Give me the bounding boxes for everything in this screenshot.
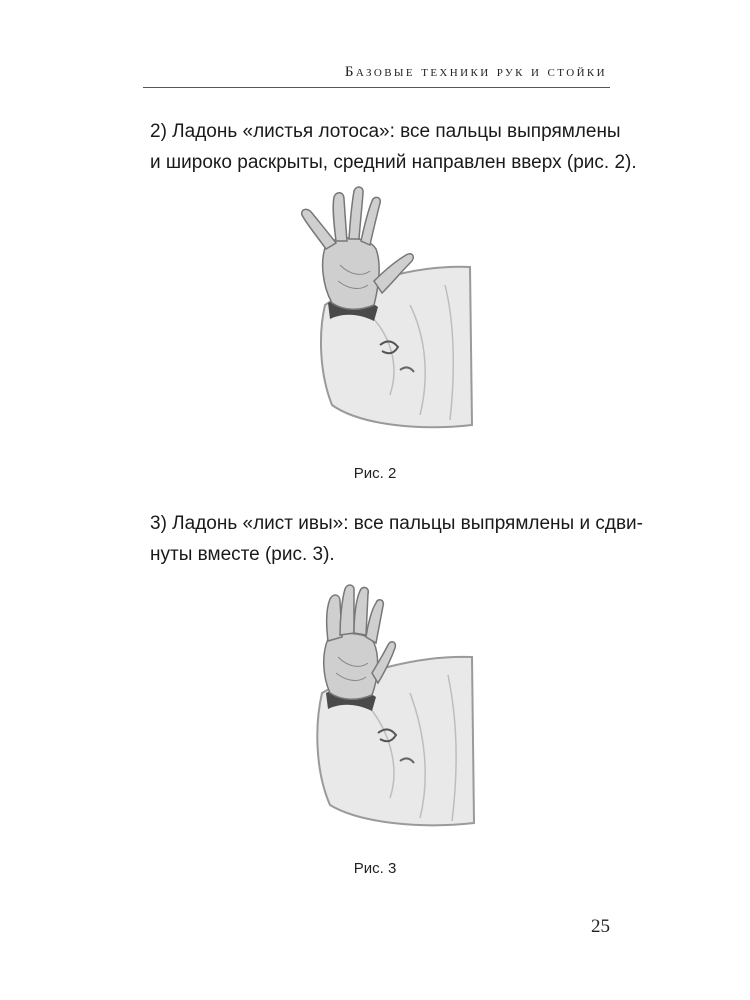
paragraph-line: 2) Ладонь «листья лотоса»: все пальцы выпрямлены	[150, 121, 621, 142]
open-palm-spread-fingers-icon	[250, 185, 500, 430]
paragraph-line: 3) Ладонь «лист ивы»: все пальцы выпрямлены и сдви-	[150, 513, 643, 534]
paragraph-willow-leaf-palm	[150, 508, 643, 570]
paragraph-lotus-palm	[150, 116, 637, 178]
header-rule	[143, 87, 610, 88]
figure-3-caption: Рис. 3	[353, 860, 397, 877]
figure-2-caption: Рис. 2	[353, 465, 397, 482]
paragraph-line: нуты вместе (рис. 3).	[150, 544, 335, 565]
page-number: 25	[591, 916, 610, 937]
figure-2-image	[250, 185, 500, 430]
open-palm-closed-fingers-icon	[250, 583, 500, 828]
figure-3-image	[250, 583, 500, 828]
running-head: Базовые техники рук и стойки	[344, 64, 607, 80]
paragraph-line: и широко раскрыты, средний направлен вверх (рис. 2).	[150, 152, 637, 173]
